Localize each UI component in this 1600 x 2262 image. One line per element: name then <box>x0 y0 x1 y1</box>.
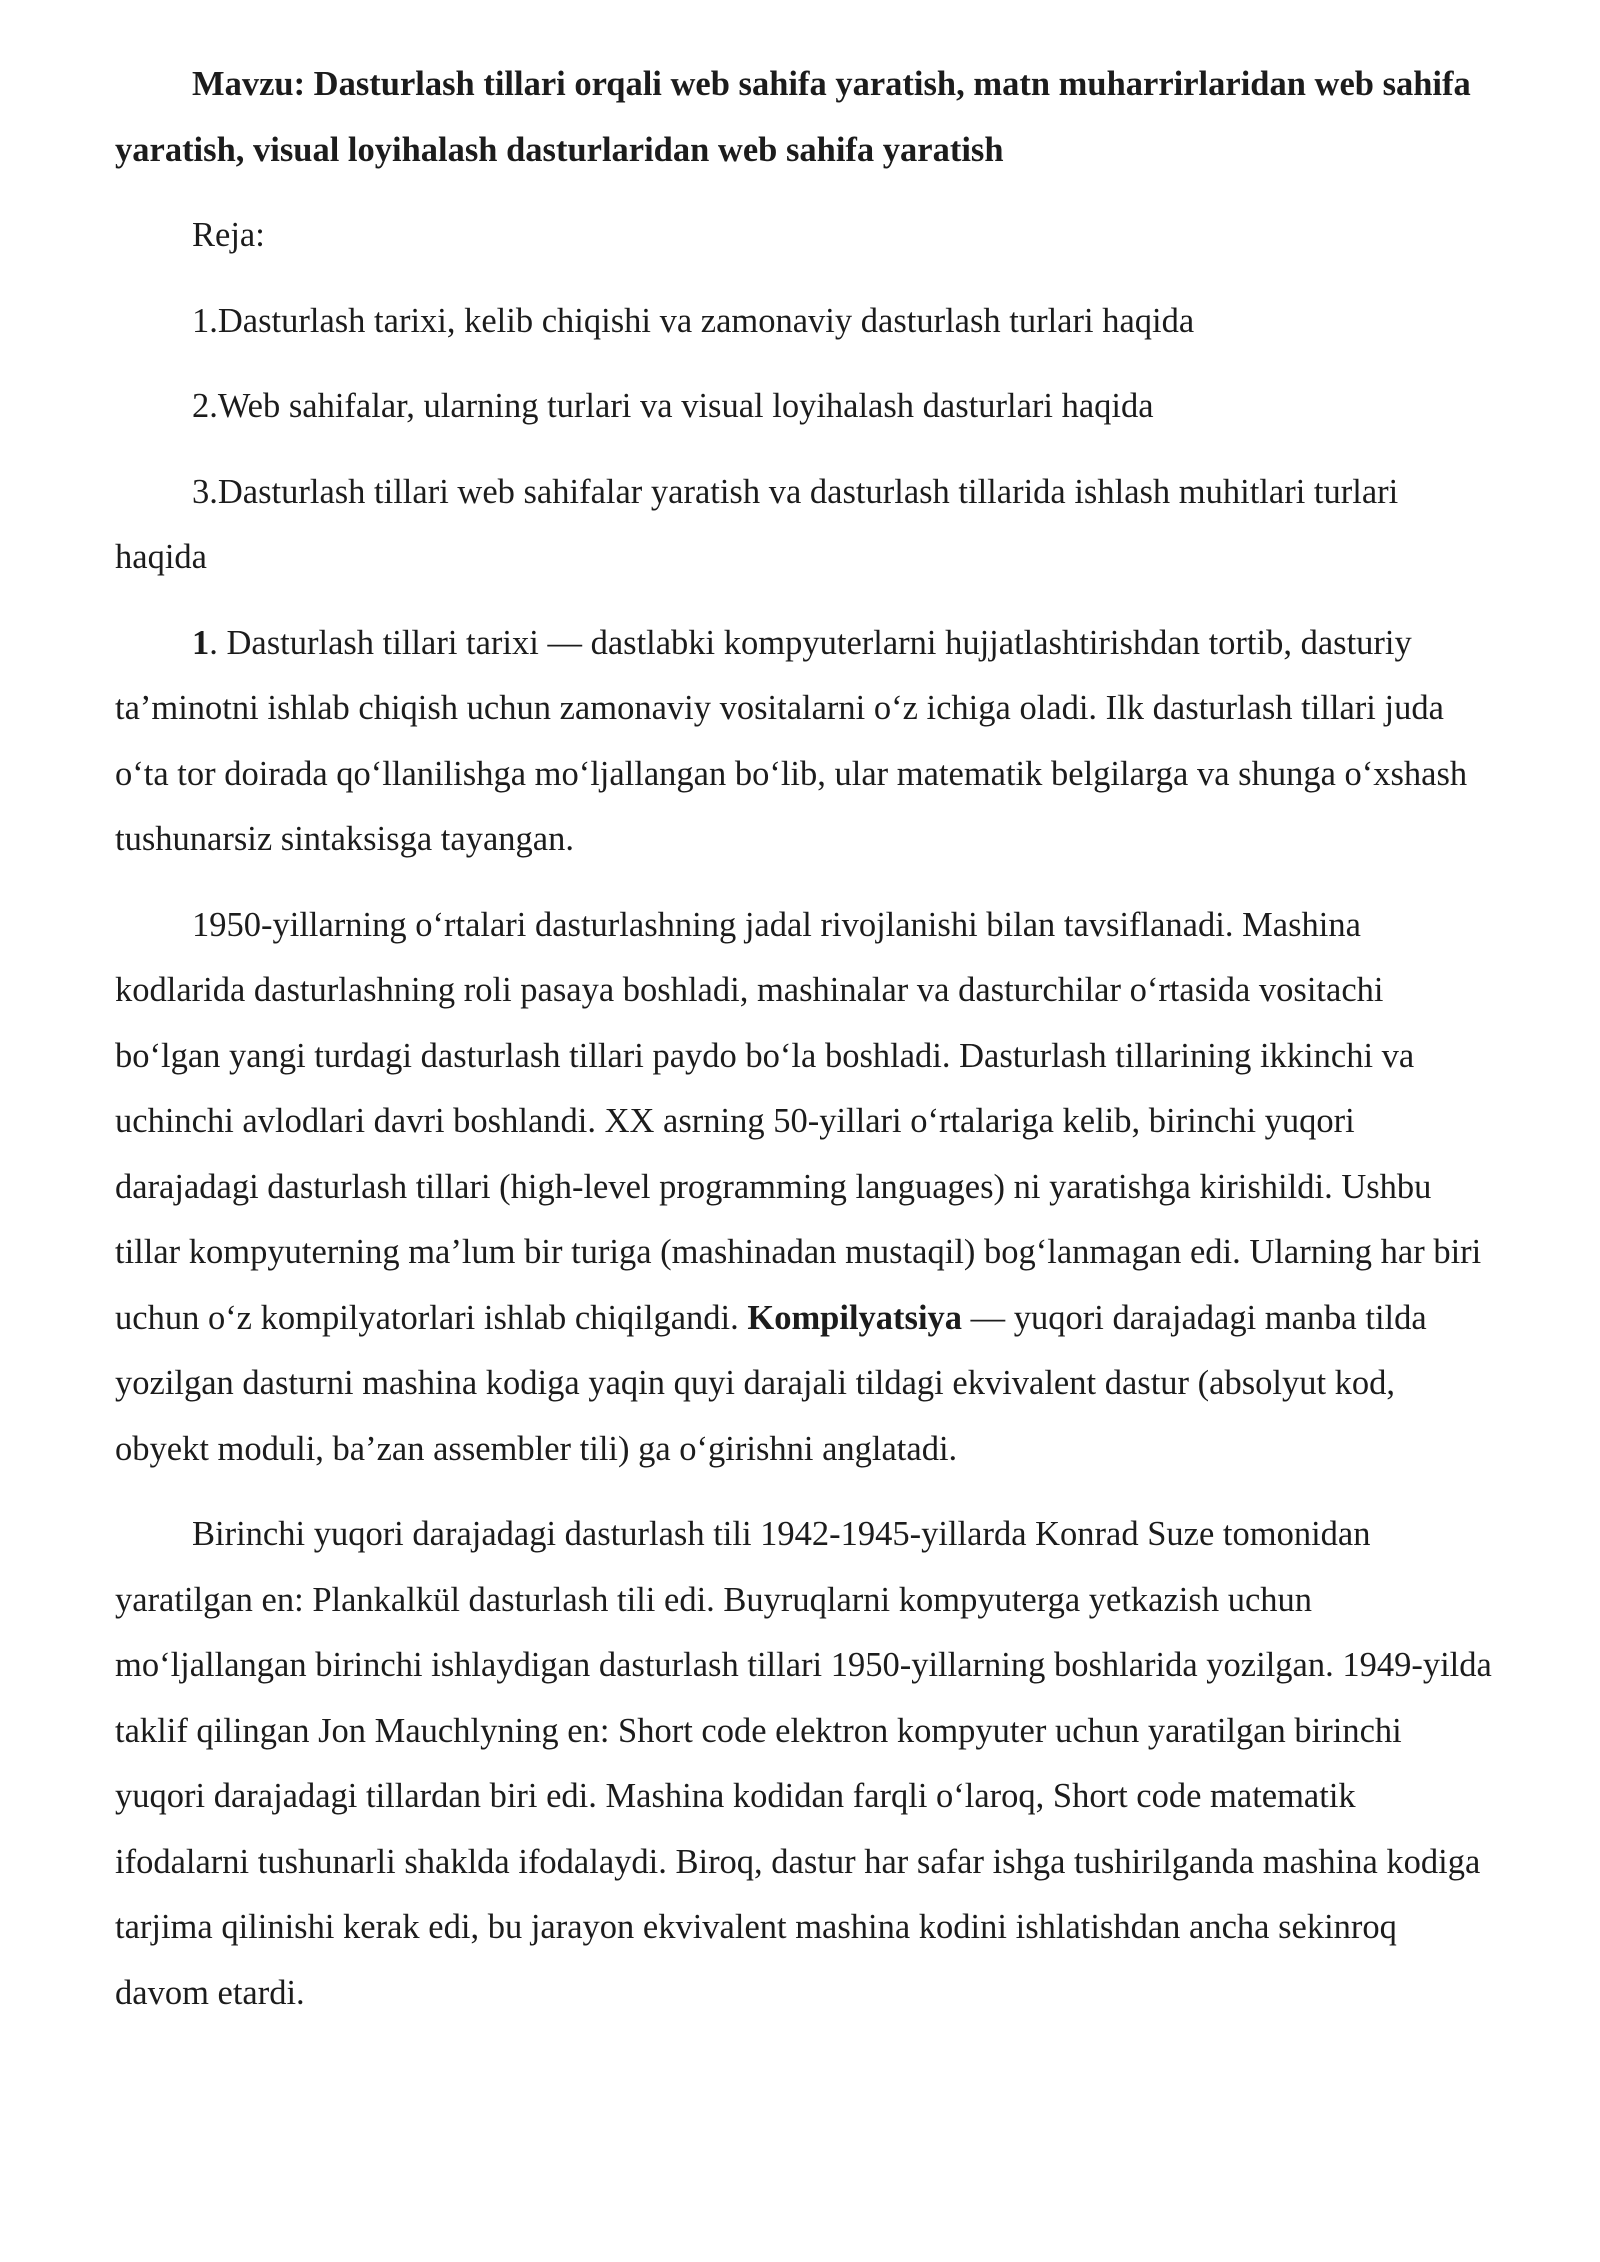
term-kompilyatsiya: Kompilyatsiya <box>747 1298 963 1337</box>
document-page <box>115 52 1495 2046</box>
term-definition: — yuqori darajadagi manba tilda yozilgan dasturni mashina kodiga yaqin quyi darajali tildagi ekvivalent dastur (absolyut kod, obyekt moduli, ba’zan assembler tili) ga o‘girishni anglatadi. <box>115 1298 1427 1468</box>
plan-item-2: 2.Web sahifalar, ularning turlari va visual loyihalash dasturlari haqida <box>192 387 1154 425</box>
paragraph-first-languages: Birinchi yuqori darajadagi dasturlash tili 1942-1945-yillarda Konrad Suze tomonidan yaratilgan en: Plankalkül dasturlash tili edi. Buyruqlarni kompyuterga yetkazish uchun mo‘ljallangan birinchi ishlaydigan dasturlash tillari 1950-yillarning boshlarida yozilgan. 1949-yilda taklif qilingan Jon Mauchlyning en: Short code elektron kompyuter uchun yaratilgan birinchi yuqori darajadagi tillardan biri edi. Mashina kodidan farqli o‘laroq, Short code matematik ifodalarni tushunarli shaklda ifodalaydi. Biroq, dastur har safar ishga tushirilganda mashina kodiga tarjima qilinishi kerak edi, bu jarayon ekvivalent mashina kodini ishlatishdan ancha sekinroq davom etardi. <box>115 1515 1492 2012</box>
paragraph-history <box>115 611 1495 873</box>
paragraph-1950s-text: 1950-yillarning o‘rtalari dasturlashning jadal rivojlanishi bilan tavsiflanadi. Mashina kodlarida dasturlashning roli pasaya boshladi, mashinalar va dasturchilar o‘rtasida vositachi bo‘lgan yangi turdagi dasturlash tillari paydo bo‘la boshladi. Dasturlash tillarining ikkinchi va uchinchi avlodlari davri boshlandi. XX asrning 50-yillari o‘rtalariga kelib, birinchi yuqori darajadagi dasturlash tillari (high-level programming languages) ni yaratishga kirishildi. Ushbu tillar kompyuterning ma’lum bir turiga (mashinadan mustaqil) bog‘lanmagan edi. Ularning har biri uchun o‘z kompilyatorlari ishlab chiqilgandi. <box>115 905 1482 1337</box>
paragraph-history-text: . Dasturlash tillari tarixi — dastlabki kompyuterlarni hujjatlashtirishdan tortib, dasturiy ta’minotni ishlab chiqish uchun zamonaviy vositalarni o‘z ichiga oladi. Ilk dasturlash tillari juda o‘ta tor doirada qo‘llanilishga mo‘ljallangan bo‘lib, ular matematik belgilarga va shunga o‘xshash tushunarsiz sintaksisga tayangan. <box>115 623 1468 858</box>
plan-item-3: 3.Dasturlash tillari web sahifalar yaratish va dasturlash tillarida ishlash muhitlari turlari haqida <box>115 472 1399 576</box>
paragraph-1950s <box>115 893 1495 1483</box>
document-title: Mavzu: Dasturlash tillari orqali web sahifa yaratish, matn muharrirlaridan web sahifa yaratish, visual loyihalash dasturlaridan web sahifa yaratish <box>115 65 1471 169</box>
plan-item-1: 1.Dasturlash tarixi, kelib chiqishi va zamonaviy dasturlash turlari haqida <box>192 301 1195 340</box>
plan-heading: Reja: <box>192 216 265 254</box>
section-number: 1 <box>192 623 210 662</box>
